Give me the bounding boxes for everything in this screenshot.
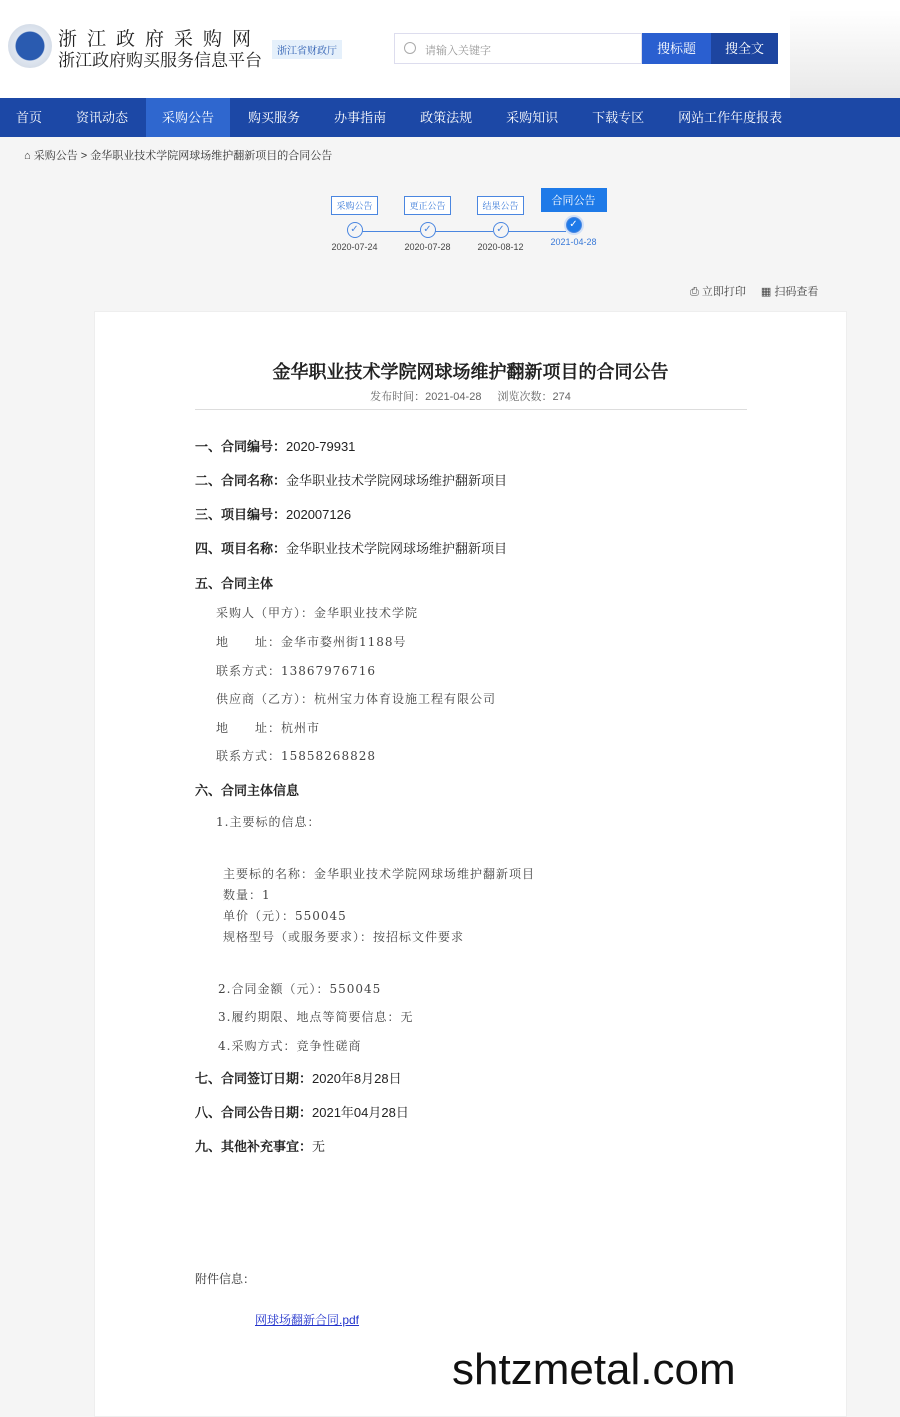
item-price: 单价（元）：550045	[223, 909, 347, 923]
buyer-address: 地 址：金华市婺州街1188号	[216, 635, 407, 649]
section-key: 四、项目名称：	[195, 541, 287, 556]
nav-guide[interactable]: 办事指南	[334, 110, 387, 125]
procurement-method: 4.采购方式：竞争性磋商	[218, 1039, 362, 1053]
section-value: 金华职业技术学院网球场维护翻新项目	[286, 541, 508, 556]
attachment-label: 附件信息：	[195, 1272, 256, 1286]
section-key: 二、合同名称：	[195, 473, 287, 488]
step-label: 更正公告	[404, 196, 450, 215]
step-date: 2021-04-28	[550, 237, 597, 247]
section-contract-name	[195, 470, 507, 489]
printer-icon: ⎙	[690, 286, 702, 298]
check-icon: ✓	[420, 222, 436, 238]
section-value: 2020年8月28日	[312, 1071, 402, 1086]
step-date: 2020-07-24	[331, 242, 378, 252]
section-value: 2020-79931	[286, 439, 356, 454]
buyer: 采购人（甲方）：金华职业技术学院	[216, 606, 419, 620]
nav-services[interactable]: 购买服务	[248, 110, 301, 125]
search-title-button[interactable]: 搜标题	[642, 33, 711, 64]
nav-policy[interactable]: 政策法规	[420, 110, 473, 125]
step-correction[interactable]	[391, 188, 464, 252]
check-icon: ✓	[493, 222, 509, 238]
qr-icon: ▦	[760, 286, 775, 298]
print-label: 立即打印	[701, 286, 746, 298]
breadcrumb-current: 金华职业技术学院网球场维护翻新项目的合同公告	[90, 150, 333, 162]
print-button[interactable]	[690, 286, 746, 298]
breadcrumb-sep: >	[80, 150, 88, 162]
nav-report[interactable]: 网站工作年度报表	[678, 110, 783, 125]
buyer-contact: 联系方式：13867976716	[216, 664, 376, 678]
section-value: 2021年04月28日	[312, 1105, 409, 1120]
section-key: 九、其他补充事宜：	[195, 1139, 313, 1154]
supplier: 供应商（乙方）：杭州宝力体育设施工程有限公司	[216, 692, 497, 706]
item-name: 主要标的名称：金华职业技术学院网球场维护翻新项目	[223, 867, 536, 881]
header	[0, 0, 900, 98]
step-label: 结果公告	[477, 196, 523, 215]
nav-procurement[interactable]: 采购公告	[146, 98, 230, 137]
divider	[195, 409, 747, 410]
supplier-contact: 联系方式：15858268828	[216, 749, 376, 763]
performance-info: 3.履约期限、地点等简要信息：无	[218, 1010, 414, 1024]
article-title: 金华职业技术学院网球场维护翻新项目的合同公告	[272, 362, 669, 382]
section-contract-no	[195, 436, 355, 455]
search-placeholder: 请输入关键字	[425, 45, 491, 57]
search-input[interactable]	[394, 33, 642, 64]
search-fulltext-button[interactable]: 搜全文	[711, 33, 778, 64]
site-logo[interactable]	[8, 24, 52, 68]
step-label: 合同公告	[541, 188, 607, 212]
section-sign-date	[195, 1068, 402, 1087]
nav-home[interactable]: 首页	[16, 110, 43, 125]
publish-time: 发布时间：2021-04-28	[370, 391, 482, 403]
attachment-link[interactable]: 网球场翻新合同.pdf	[255, 1313, 360, 1327]
section-key: 五、合同主体	[195, 576, 274, 591]
section-contract-info	[195, 780, 299, 799]
scan-label: 扫码查看	[774, 286, 819, 298]
section-key: 八、合同公告日期：	[195, 1105, 313, 1120]
section-value: 无	[312, 1139, 326, 1154]
section-project-no	[195, 504, 351, 523]
section-parties	[195, 573, 273, 592]
step-result[interactable]	[464, 188, 537, 252]
check-icon: ✓	[566, 217, 582, 233]
section-value: 金华职业技术学院网球场维护翻新项目	[286, 473, 508, 488]
step-procurement[interactable]	[318, 188, 391, 252]
section-project-name	[195, 538, 507, 557]
info-head: 1.主要标的信息：	[216, 815, 321, 829]
site-name: 浙江政府采购网	[58, 29, 262, 50]
section-key: 六、合同主体信息	[195, 783, 300, 798]
nav-news[interactable]: 资讯动态	[76, 110, 129, 125]
section-notice-date	[195, 1102, 409, 1121]
scan-button[interactable]	[761, 286, 818, 298]
check-icon: ✓	[347, 222, 363, 238]
watermark: shtzmetal.com	[452, 1345, 736, 1394]
decorative-landscape	[790, 10, 900, 98]
contract-amount: 2.合同金额（元）：550045	[218, 982, 382, 996]
item-spec: 规格型号（或服务要求）：按招标文件要求	[223, 930, 465, 944]
platform-name: 浙江政府购买服务信息平台	[58, 51, 262, 70]
section-key: 三、项目编号：	[195, 507, 287, 522]
article-card	[94, 311, 847, 1417]
supplier-address: 地 址：杭州市	[216, 721, 321, 735]
nav-knowledge[interactable]: 采购知识	[506, 110, 559, 125]
breadcrumb-parent[interactable]: 采购公告	[33, 150, 78, 162]
dept-badge: 浙江省财政厅	[272, 40, 342, 59]
step-date: 2020-07-28	[404, 242, 451, 252]
section-key: 七、合同签订日期：	[195, 1071, 313, 1086]
section-value: 202007126	[286, 507, 352, 522]
toolbar	[690, 285, 818, 299]
section-other	[195, 1136, 325, 1155]
step-contract[interactable]	[537, 188, 610, 252]
section-key: 一、合同编号：	[195, 439, 287, 454]
item-qty: 数量：1	[223, 888, 271, 902]
step-label: 采购公告	[331, 196, 377, 215]
article-meta	[95, 388, 846, 404]
nav-download[interactable]: 下载专区	[592, 110, 645, 125]
step-date: 2020-08-12	[477, 242, 524, 252]
breadcrumb	[24, 147, 332, 163]
search-icon	[404, 42, 416, 54]
home-icon[interactable]: ⌂	[24, 150, 31, 162]
view-count: 浏览次数：274	[497, 391, 571, 403]
notice-timeline	[318, 188, 610, 252]
main-nav	[0, 98, 900, 137]
